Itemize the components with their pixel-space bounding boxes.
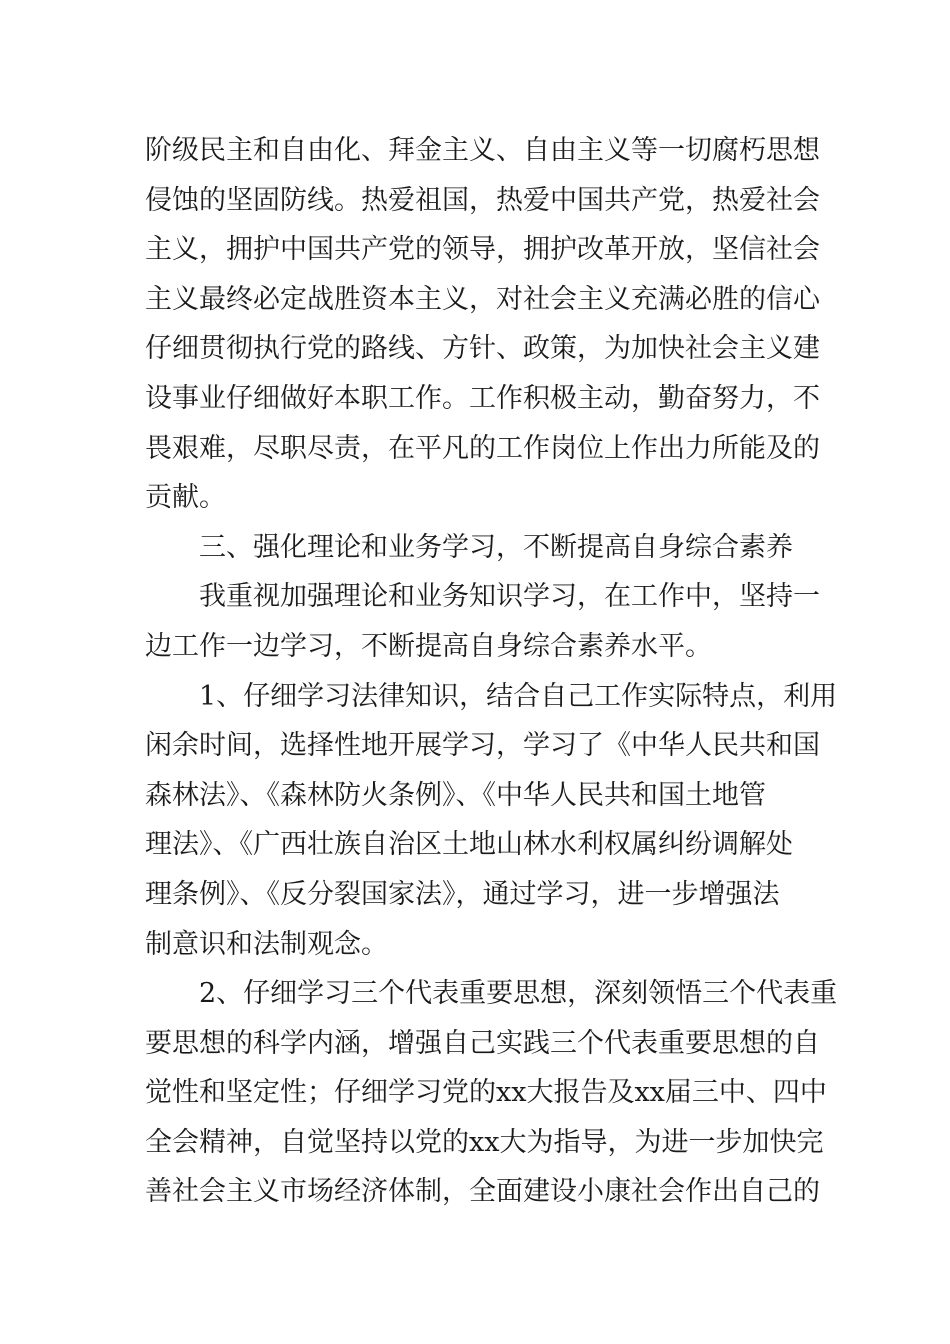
text-line: 森林法》、《森林防火条例》、《中华人民共和国土地管 (145, 779, 766, 811)
text-line: 主义，拥护中国共产党的领导，拥护改革开放，坚信社会 (145, 234, 820, 266)
text-line: 阶级民主和自由化、拜金主义、自由主义等一切腐朽思想 (145, 135, 820, 166)
text-line: 要思想的科学内涵，增强自己实践三个代表重要思想的自 (145, 1027, 820, 1059)
text-line: 我重视加强理论和业务知识学习，在工作中，坚持一 (199, 581, 820, 613)
body-text (145, 126, 838, 1217)
text-line: 闲余时间，选择性地开展学习，学习了《中华人民共和国 (145, 730, 820, 762)
text-line: 边工作一边学习，不断提高自身综合素养水平。 (145, 630, 712, 662)
text-line: 善社会主义市场经济体制，全面建设小康社会作出自己的 (145, 1176, 820, 1208)
text-line: 侵蚀的坚固防线。热爱祖国，热爱中国共产党，热爱社会 (145, 184, 820, 216)
section-heading: 三、强化理论和业务学习，不断提高自身综合素养 (199, 531, 793, 563)
text-line: 理条例》、《反分裂国家法》，通过学习，进一步增强法 (145, 878, 780, 910)
text-line: 设事业仔细做好本职工作。工作积极主动，勤奋努力，不 (145, 382, 820, 414)
text-line: 仔细贯彻执行党的路线、方针、政策，为加快社会主义建 (145, 333, 820, 365)
text-line: 全会精神，自觉坚持以党的xx大为指导，为进一步加快完 (145, 1126, 824, 1158)
text-line: 贡献。 (145, 482, 226, 514)
text-line: 2、仔细学习三个代表重要思想，深刻领悟三个代表重 (199, 978, 838, 1010)
text-line: 理法》、《广西壮族自治区土地山林水利权属纠纷调解处 (145, 829, 793, 861)
text-line: 觉性和坚定性；仔细学习党的xx大报告及xx届三中、四中 (145, 1077, 827, 1109)
text-line: 畏艰难，尽职尽责，在平凡的工作岗位上作出力所能及的 (145, 432, 820, 464)
text-line: 1、仔细学习法律知识，结合自己工作实际特点，利用 (199, 680, 838, 712)
text-line: 制意识和法制观念。 (145, 928, 388, 960)
text-line: 主义最终必定战胜资本主义，对社会主义充满必胜的信心 (145, 283, 820, 315)
